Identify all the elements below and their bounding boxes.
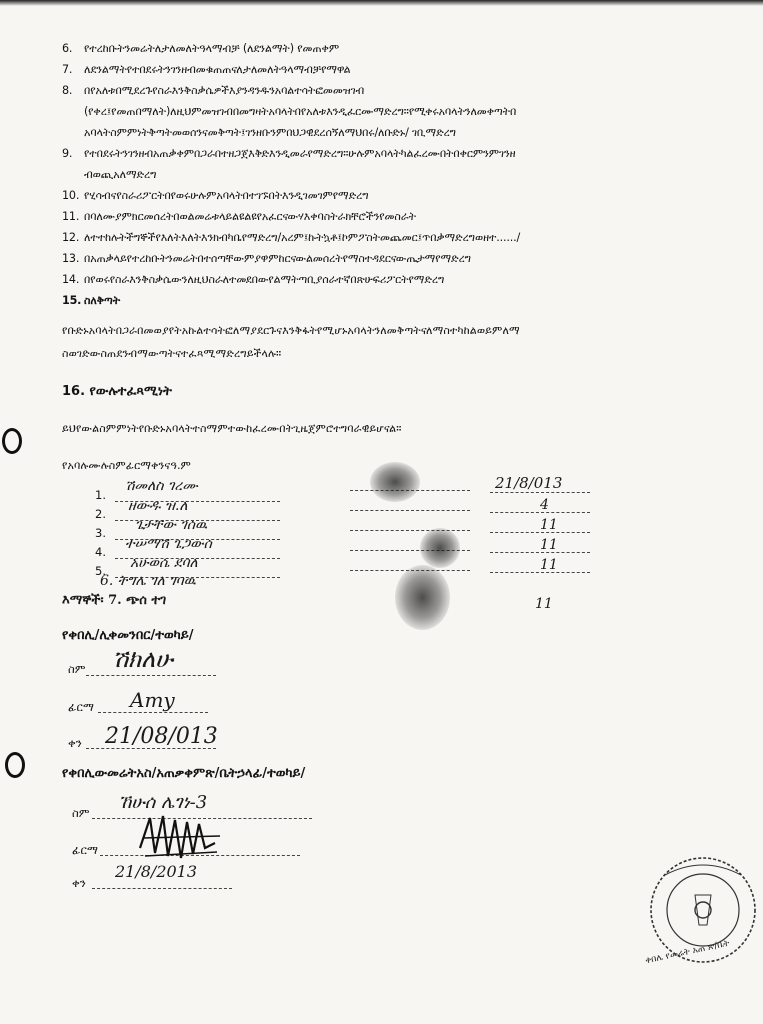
- list-item-text: (የቀረ፤የመጠበማለት)ለዚህምመዝገብበመግዛትአባላትበየአለቱእንዲፈርሙማድረግ።የሚቀሩአባላትንለመቀጣትበ: [84, 105, 517, 118]
- signature-line: [350, 530, 470, 531]
- stamp-text: ቀበሌ የመሬት አጠ ጽ/ቤት: [644, 938, 731, 967]
- list-item-text: በባለሙያምክርመሰረትበወልመሬቱላይልዩልዩየአፈርናውሃእቀባስትራክቸሮችንየመስራት: [84, 210, 416, 223]
- member-date: 11: [540, 557, 558, 573]
- member-number: 2.: [95, 507, 106, 521]
- member-name-handwritten: ዘውዱ ዝ.ለ: [128, 498, 188, 514]
- office-name-handwritten: ኸሁሰ ሌገነ-3: [118, 792, 208, 813]
- list-item-number: 10.: [62, 189, 80, 202]
- list-item: [62, 250, 743, 268]
- member-name-handwritten: 6. ትግሌ ገለ ገባዉ: [100, 573, 196, 589]
- list-item-text: በአጠቃላይየተረከቡትንመሬትበተሰጣቸውምያዋምከርናውልመሰረትየማስተዳደርናውጤታማየማድረግ: [84, 252, 471, 265]
- list-item: [84, 124, 743, 142]
- office-sign-label: ፊርማ: [72, 843, 98, 857]
- receiver-name-line: [86, 675, 216, 676]
- section-16-text: ይህየውልስምምነትየቡድኑአባላትተስማምተውከፈረሙበትጊዜጀምሮተግባራዊይሆናል።: [62, 422, 402, 435]
- member-number: 3.: [95, 526, 106, 540]
- thumbprint: [370, 462, 420, 502]
- date-line: [490, 492, 590, 493]
- receiver-title: የቀበሊ/ሊቀመንበር/ተወካይ/: [62, 628, 194, 643]
- list-item: [84, 103, 743, 121]
- member-number: 4.: [95, 545, 106, 559]
- list-item-number: 8.: [62, 84, 73, 97]
- member-date: 21/8/013: [495, 474, 563, 492]
- penalty-paragraph-line-2: ስወገድውስጠደንብማውጣትናተፈጻሚማድረግይችላሉ።: [62, 347, 282, 360]
- signature-line: [350, 510, 470, 511]
- list-item: [62, 187, 743, 205]
- office-date-label: ቀን: [72, 876, 86, 890]
- list-item-text: ብወጪአለማድረግ: [84, 168, 157, 181]
- list-item: [62, 229, 743, 247]
- member-date: 11: [535, 596, 553, 612]
- list-item-text: ለደንልማትየተበደሩትንገንዘብመቁጠጠናለታለመለትዓላማብቻየማዋል: [84, 63, 351, 76]
- receiver-name-label: ስም: [68, 662, 86, 676]
- receiver-date-label: ቀን: [68, 736, 82, 750]
- list-item: [62, 40, 743, 58]
- scan-edge: [0, 0, 763, 6]
- office-date-handwritten: 21/8/2013: [115, 862, 198, 881]
- list-item-text: ለተተከሉትችግኞችየእለትእለትእንክብካቤየማድረግ/አረም፤ኩትኳቶ፤ኮምፖስትመጨመር፤ጥበቃማድረግወዘተ....../: [84, 231, 521, 244]
- list-item-number: 12.: [62, 231, 80, 244]
- list-item-number: 6.: [62, 42, 73, 55]
- list-item-text: ስለቅጣት: [84, 294, 121, 307]
- office-title: የቀበሊውመሬትአስ/አጠቃቀምጽ/ቤትኃላፊ/ተወካይ/: [62, 766, 306, 781]
- office-date-line: [92, 888, 232, 889]
- list-item-number: 15.: [62, 294, 82, 307]
- member-date: 11: [540, 537, 558, 553]
- section-16-title: 16. የውሉተፈጻሚነት: [62, 384, 172, 399]
- list-item: [62, 208, 743, 226]
- office-name-label: ስም: [72, 806, 90, 820]
- member-name-handwritten: ጌታቸው ገሰዉ: [135, 517, 208, 533]
- receiver-name-handwritten: ሽክለሁ: [112, 645, 173, 673]
- official-stamp: [625, 855, 763, 985]
- thumbprint: [395, 565, 450, 630]
- member-name-handwritten: ተሠማሽ ጌጋውሰ: [125, 536, 212, 552]
- list-item: [62, 271, 743, 289]
- list-item-number: 7.: [62, 63, 73, 76]
- member-date: 4: [540, 497, 549, 513]
- punch-hole: [2, 428, 22, 454]
- receiver-signature: Amy: [130, 688, 175, 712]
- member-date: 11: [540, 517, 558, 533]
- list-item-text: አባላትስምምነትቅጣትመወሰንናመቅጣት፤ገንዘቡንምበህጋዊደረሰኝለማህበሩ/ለቡድኑ/ ገቢማድረግ: [84, 126, 456, 139]
- list-item-text: የተበደሩትንገንዘብአጠቃቀምበጋራበተዘጋጀእቅድእንዲመራየማድረግ።ሁሉምአባላትካልፈረሙበትበቀርምንምገንዘ: [84, 147, 516, 160]
- member-number: 5.: [95, 564, 106, 578]
- list-item-number: 9.: [62, 147, 73, 160]
- member-number: 1.: [95, 488, 106, 502]
- receiver-date-handwritten: 21/08/013: [105, 724, 218, 749]
- list-item-text: የተረከቡትንመሬትለታለመለትዓላማብቻ (ለደንልማት) የመጠቀም: [84, 42, 340, 55]
- list-item-text: በየወሩየስራእንቅስቃሴውንለዚህስራለተመደበውየልማትጣቢያሰራተኛበጽሁፍሪፖርትየማድረግ: [84, 273, 445, 286]
- receiver-sign-line: [98, 712, 208, 713]
- penalty-paragraph-line-1: የቡድኑአባላትበጋራበመወያየትአኩልተሳትፎለማያደርጉናእንቅፋትየሚሆኑአባላትንለመቅጣትናለማስተካከልወይምለማ: [62, 324, 520, 337]
- members-label: የአባሉሙሉስምፊርማቀንናዓ.ም: [62, 459, 191, 472]
- list-item-number: 14.: [62, 273, 80, 286]
- thumbprint: [420, 528, 460, 568]
- list-item: [62, 292, 743, 310]
- witness-row: እማኞች፡ 7. ጭሰ ተገ: [62, 593, 167, 608]
- list-item: [84, 166, 743, 184]
- member-name-handwritten: አሁወሴ ደባለ: [130, 555, 198, 571]
- list-item-number: 11.: [62, 210, 80, 223]
- list-item: [62, 61, 743, 79]
- list-item-number: 13.: [62, 252, 80, 265]
- receiver-sign-label: ፊርማ: [68, 700, 94, 714]
- list-item-text: የሂሳብናየስራሪፖርትበየወሩሁሉምአባላትበተገኙበትእንዲገመገምየማድረግ: [84, 189, 369, 202]
- punch-hole: [5, 752, 25, 778]
- list-item: [62, 145, 743, 163]
- member-name-handwritten: ሽመለስ ገረሙ: [125, 478, 198, 494]
- list-item: [62, 82, 743, 100]
- office-signature-scribble: [135, 808, 225, 868]
- list-item-text: በየአለቱበሚደረጉየስራእንቅስቃሴዎችእያንዳንዱንአባልተሳትፎመመዝገብ: [84, 84, 365, 97]
